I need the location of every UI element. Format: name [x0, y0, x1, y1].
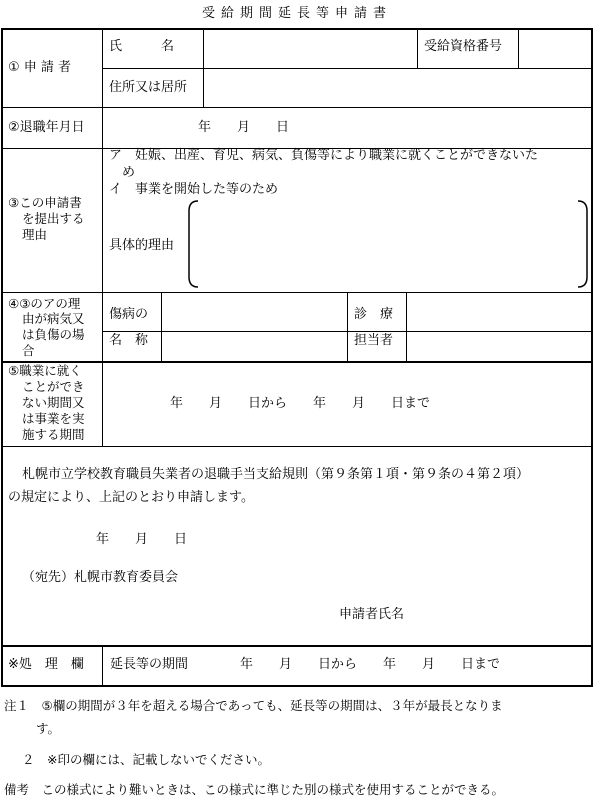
illness-label-4: 合	[22, 343, 35, 358]
note-1: 注１ ⑤欄の期間が３年を超える場合であっても、延長等の期間は、３年が最長となりま	[4, 698, 503, 713]
declaration-line-1: 札幌市立学校教育職員失業者の退職手当支給規則（第９条第１項・第９条の４第２項）	[22, 467, 530, 482]
period-label-1: ⑤職業に就く	[8, 363, 82, 378]
specific-reason-label: 具体的理由	[109, 238, 175, 253]
cert-number-label: 受給資格番号	[424, 39, 503, 54]
period-label-2: ことができ	[22, 379, 85, 394]
illness-label-2: 由が病気又	[22, 311, 85, 326]
period-label-4: は事業を実	[22, 411, 85, 426]
cert-number-field[interactable]	[519, 30, 591, 67]
reason-label-1: ③この申請書	[8, 195, 82, 210]
reason-option-i[interactable]: イ 事業を開始した等のため	[109, 182, 279, 197]
reason-label-3: 理由	[22, 227, 48, 242]
signature-label: 申請者氏名	[339, 607, 405, 622]
retire-date-label: ②退職年月日	[8, 120, 85, 135]
period-label-3: ない期間又	[22, 395, 85, 410]
period-label-5: 施する期間	[22, 427, 85, 442]
name-field[interactable]	[204, 30, 416, 67]
period-field[interactable]: 年 月 日から 年 月 日まで	[170, 396, 431, 411]
reason-option-a[interactable]: ア 妊娠、出産、育児、病気、負傷等により職業に就くことができないた	[109, 148, 539, 163]
note-1-cont: す。	[36, 721, 61, 736]
addressee: （宛先）札幌市教育委員会	[22, 570, 179, 585]
disease-name-field[interactable]	[162, 294, 346, 360]
specific-reason-brackets[interactable]	[186, 199, 590, 291]
signature-field[interactable]	[412, 602, 588, 626]
form-title: 受給期間延長等申請書	[201, 6, 392, 21]
processing-label: ※処 理 欄	[8, 657, 84, 672]
declaration-date[interactable]: 年 月 日	[96, 532, 188, 547]
doctor-label-2: 担当者	[354, 333, 394, 348]
reason-option-a-cont: め	[122, 165, 136, 180]
disease-label-1: 傷病の	[109, 307, 149, 322]
note-2: ２ ※印の欄には、記載しないでください。	[22, 752, 270, 767]
disease-label-2: 名 称	[109, 333, 149, 348]
illness-label-3: は負傷の場	[22, 327, 85, 342]
applicant-row-label: ① 申 請 者	[8, 60, 72, 75]
doctor-field[interactable]	[407, 294, 591, 360]
remark: 備考 この様式により難いときは、この様式に準じた別の様式を使用することができる。	[4, 782, 505, 797]
processing-period: 延長等の期間 年 月 日から 年 月 日まで	[110, 657, 501, 672]
reason-label-2: を提出する	[22, 211, 85, 226]
declaration-line-2: の規定により、上記のとおり申請します。	[8, 490, 254, 505]
name-label: 氏 名	[109, 39, 175, 54]
doctor-label-1: 診 療	[354, 307, 394, 322]
address-label: 住所又は居所	[109, 80, 188, 95]
retire-date-field[interactable]: 年 月 日	[198, 120, 290, 135]
address-field[interactable]	[204, 69, 591, 106]
illness-label-1: ④③のアの理	[8, 296, 81, 311]
